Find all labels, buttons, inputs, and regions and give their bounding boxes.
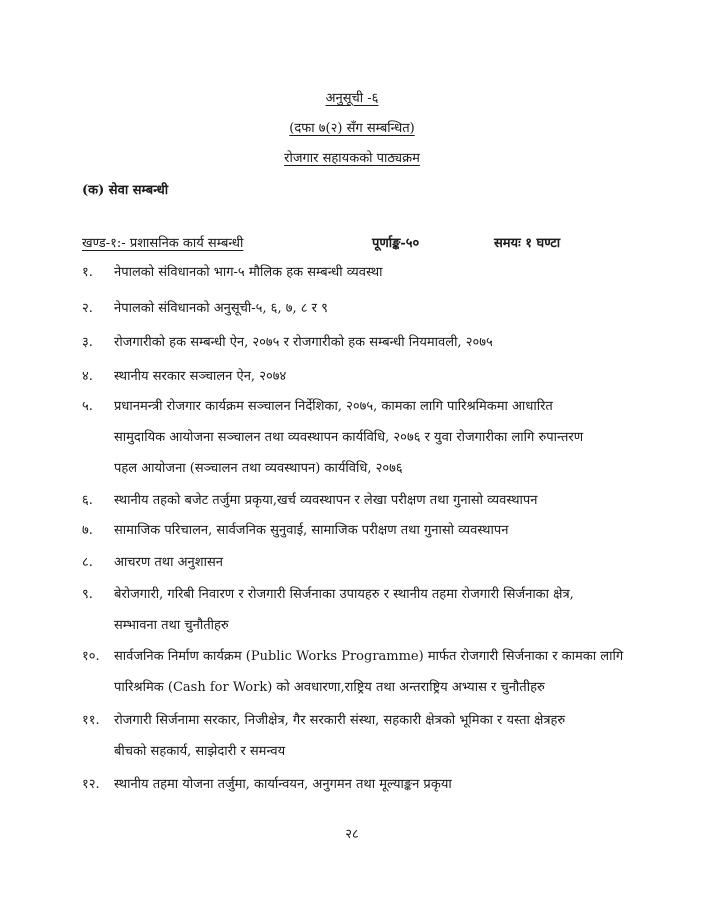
list-item	[82, 552, 627, 583]
list-item-text: सार्वजनिक निर्माण कार्यक्रम (Public Works Programme) मार्फत रोजगारी सिर्जनाका र कामका लागि	[114, 649, 624, 664]
list-item-number: ६.	[82, 493, 93, 508]
page-number: २८	[345, 827, 359, 842]
list-item	[82, 710, 627, 772]
list-item-text: स्थानीय तहको बजेट तर्जुमा प्रकृया,खर्च व्यवस्थापन र लेखा परीक्षण तथा गुनासो व्यवस्थापन	[114, 493, 538, 508]
list-item-text: रोजगारी सिर्जनामा सरकार, निजीक्षेत्र, गैर सरकारी संस्था, सहकारी क्षेत्रको भूमिका र यस्ता क्षेत्रहरु	[114, 713, 566, 728]
list-item-number: १०.	[82, 649, 100, 664]
list-item-text: स्थानीय तहमा योजना तर्जुमा, कार्यान्वयन, अनुगमन तथा मूल्याङ्कन प्रकृया	[114, 777, 452, 792]
list-item	[82, 298, 627, 329]
list-item-text: सामुदायिक आयोजना सञ्चालन तथा व्यवस्थापन कार्यविधि, २०७६ र युवा रोजगारीका लागि रुपान्तरण	[114, 430, 584, 445]
curriculum-title	[0, 148, 704, 166]
list-item-text: सम्भावना तथा चुनौतीहरु	[114, 618, 229, 633]
list-item-number: १.	[82, 265, 93, 280]
list-item	[82, 332, 627, 363]
curriculum-title-label: रोजगार सहायकको पाठ्यक्रम	[284, 151, 420, 166]
list-item	[82, 646, 627, 708]
section-heading: (क) सेवा सम्बन्धी	[82, 183, 169, 198]
list-item	[82, 262, 627, 293]
part-header	[82, 233, 622, 253]
list-item-text: रोजगारीको हक सम्बन्धी ऐन, २०७५ र रोजगारीको हक सम्बन्धी नियमावली, २०७५	[114, 335, 493, 350]
list-item-text: बेरोजगारी, गरिबी निवारण र रोजगारी सिर्जनाका उपायहरु र स्थानीय तहमा रोजगारी सिर्जनाका क्षेत्र,	[114, 587, 574, 602]
list-item-text: पारिश्रमिक (Cash for Work) को अवधारणा,राष्ट्रिय तथा अन्तराष्ट्रिय अभ्यास र चुनौतीहरु	[114, 680, 545, 695]
list-item-text: बीचको सहकार्य, साझेदारी र समन्वय	[114, 744, 286, 759]
list-item	[82, 396, 627, 489]
list-item-number: ५.	[82, 399, 93, 414]
list-item	[82, 584, 627, 646]
list-item	[82, 520, 627, 551]
list-item-text: पहल आयोजना (सञ्चालन तथा व्यवस्थापन) कार्यविधि, २०७६	[114, 461, 403, 476]
list-item-text: नेपालको संविधानको अनुसूची-५, ६, ७, ८ र ९	[114, 301, 328, 316]
list-item-text: नेपालको संविधानको भाग-५ मौलिक हक सम्बन्धी व्यवस्था	[114, 265, 383, 280]
list-item-number: २.	[82, 301, 93, 316]
list-item-number: ९.	[82, 587, 93, 602]
list-item-number: ११.	[82, 713, 100, 728]
full-marks: पूर्णाङ्क-५०	[372, 236, 420, 251]
annex-label: अनुसूची -६	[325, 91, 379, 106]
list-item-text: प्रधानमन्त्री रोजगार कार्यक्रम सञ्चालन निर्देशिका, २०७५, कामका लागि पारिश्रमिकमा आधारित	[114, 399, 553, 414]
part-title: खण्ड-१:- प्रशासनिक कार्य सम्बन्धी	[82, 236, 244, 251]
list-item	[82, 774, 627, 805]
list-item-number: ८.	[82, 555, 93, 570]
list-item-number: ३.	[82, 335, 93, 350]
list-item-number: ४.	[82, 369, 93, 384]
list-item-text: सामाजिक परिचालन, सार्वजनिक सुनुवाई, सामाजिक परीक्षण तथा गुनासो व्यवस्थापन	[114, 523, 509, 538]
list-item-text: आचरण तथा अनुशासन	[114, 555, 223, 570]
reference-label: (दफा ७(२) सँग सम्बन्धित)	[289, 121, 415, 136]
annex-heading	[0, 88, 704, 106]
reference-heading	[0, 118, 704, 136]
list-item	[82, 490, 627, 521]
list-item	[82, 366, 627, 397]
list-item-text: स्थानीय सरकार सञ्चालन ऐन, २०७४	[114, 369, 287, 384]
list-item-number: ७.	[82, 523, 93, 538]
exam-time: समयः १ घण्टा	[494, 236, 561, 251]
list-item-number: १२.	[82, 777, 100, 792]
